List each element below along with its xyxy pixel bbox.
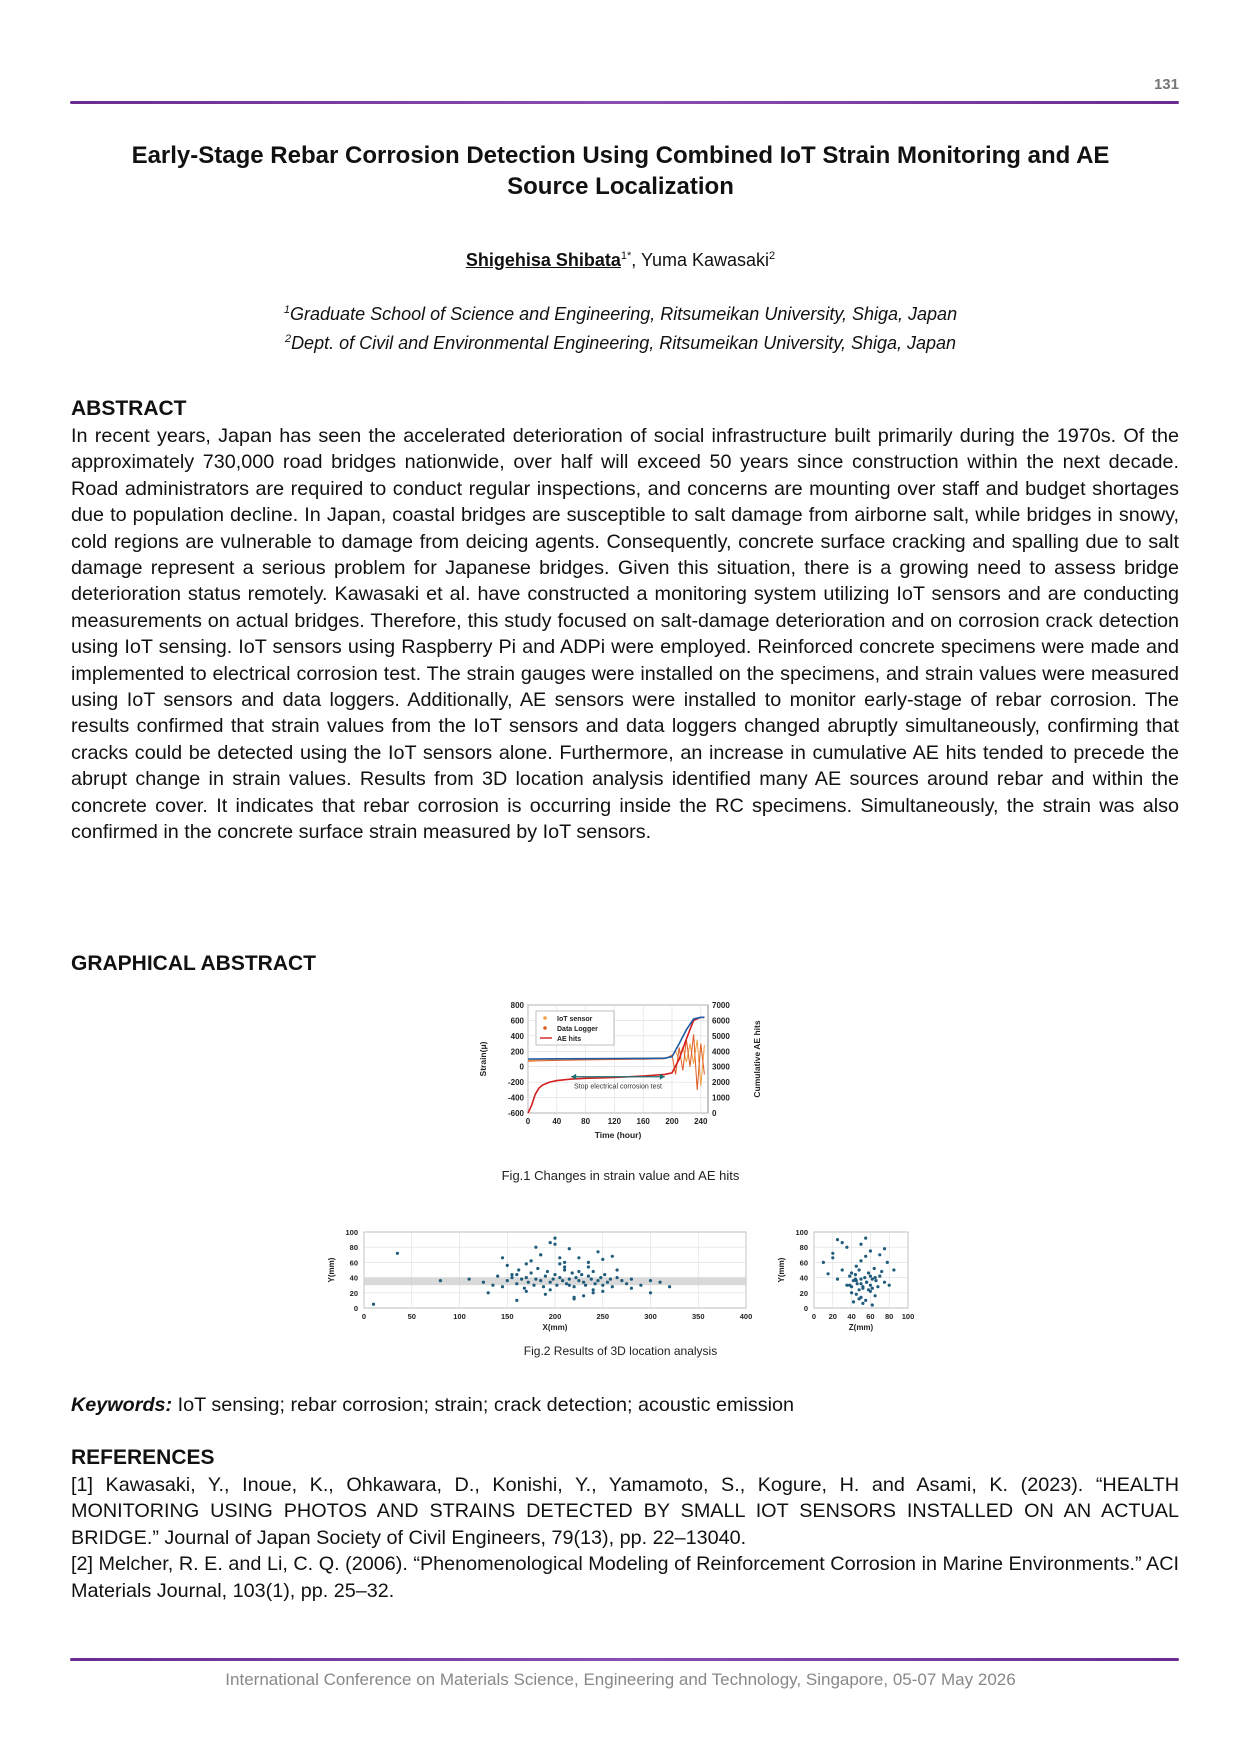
lead-author-affil: 1* xyxy=(620,250,632,262)
fig2-xy-point xyxy=(601,1258,604,1261)
fig2-zy-point xyxy=(864,1299,867,1302)
fig2-xy-point xyxy=(587,1261,590,1264)
affiliation-1 xyxy=(0,298,1241,327)
fig2-zy-point xyxy=(874,1294,877,1297)
fig2-xy-x-tick-label: 200 xyxy=(548,1312,562,1321)
fig2-zy-y-tick-label: 80 xyxy=(799,1243,808,1253)
fig2-zy-y-tick-label: 100 xyxy=(795,1228,808,1237)
fig1-x-tick-label: 120 xyxy=(607,1117,622,1126)
fig2-xy-point xyxy=(525,1290,528,1293)
footer-text: International Conference on Materials Science, Engineering and Technology, Singapore, 05-07 May 2026 xyxy=(225,1670,1016,1689)
fig2-xy-point xyxy=(517,1268,520,1271)
fig2-xy-x-axis-label: X(mm) xyxy=(542,1323,568,1332)
fig2-xy-point xyxy=(530,1259,533,1262)
fig2-xy-point xyxy=(549,1281,552,1284)
fig2-xy-point xyxy=(534,1246,537,1249)
fig2-xy-x-tick-label: 50 xyxy=(407,1312,416,1321)
fig1-y2-tick-label: 4000 xyxy=(712,1047,730,1057)
fig1-y2-tick-label: 3000 xyxy=(712,1062,730,1072)
fig2-zy-point xyxy=(864,1237,867,1240)
figure-2 xyxy=(318,1220,918,1345)
fig1-y2-tick-label: 1000 xyxy=(712,1093,730,1103)
affiliation-1-text: Graduate School of Science and Engineering, Ritsumeikan University, Shiga, Japan xyxy=(290,304,958,324)
fig2-xy-point xyxy=(520,1278,523,1281)
fig2-zy-y-tick-label: 0 xyxy=(803,1304,808,1313)
fig1-y-tick-label: 600 xyxy=(510,1016,524,1026)
figure-1-caption: Fig.1 Changes in strain value and AE hits xyxy=(501,1168,740,1183)
references-heading: REFERENCES xyxy=(71,1446,215,1469)
affiliation-2 xyxy=(0,327,1241,356)
fig2-xy-point xyxy=(482,1281,485,1284)
fig2-zy-point xyxy=(858,1268,861,1271)
fig1-legend-marker-0 xyxy=(543,1016,547,1020)
fig2-xy-point xyxy=(501,1285,504,1288)
fig2-zy-point xyxy=(865,1281,868,1284)
fig2-zy-point xyxy=(871,1303,874,1306)
fig2-xy-point xyxy=(546,1270,549,1273)
fig2-xy-point xyxy=(587,1265,590,1268)
fig2-zy-point xyxy=(848,1284,851,1287)
fig2-zy-point xyxy=(845,1284,848,1287)
fig2-zy-point xyxy=(836,1278,839,1281)
page-number: 131 xyxy=(1153,76,1179,93)
fig2-zy-point xyxy=(867,1271,870,1274)
fig2-zy-point xyxy=(873,1267,876,1270)
abstract-heading: ABSTRACT xyxy=(71,397,187,420)
fig2-zy-point xyxy=(863,1276,866,1279)
fig2-zy-point xyxy=(874,1279,877,1282)
fig2-zy-y-axis-label: Y(mm) xyxy=(777,1257,786,1283)
fig2-xy-point xyxy=(553,1273,556,1276)
fig2-xy-y-axis-label: Y(mm) xyxy=(327,1257,336,1283)
figure-2-caption: Fig.2 Results of 3D location analysis xyxy=(523,1344,718,1358)
fig2-xy-point xyxy=(596,1279,599,1282)
fig2-xy-point xyxy=(544,1293,547,1296)
fig2-zy-point xyxy=(883,1247,886,1250)
figure-1 xyxy=(470,995,770,1165)
fig2-xy-point xyxy=(592,1270,595,1273)
header-rule xyxy=(70,101,1179,104)
fig2-xy-point xyxy=(577,1256,580,1259)
fig2-xy-y-tick-label: 60 xyxy=(349,1258,358,1268)
fig2-zy-point xyxy=(861,1302,864,1305)
fig1-x-axis-label: Time (hour) xyxy=(594,1130,642,1140)
fig2-zy-point xyxy=(880,1270,883,1273)
fig2-xy-point xyxy=(601,1284,604,1287)
fig1-y-tick-label: 0 xyxy=(519,1062,524,1072)
fig2-zy-point xyxy=(878,1253,881,1256)
fig1-x-tick-label: 240 xyxy=(694,1117,708,1126)
fig1-y-tick-label: 400 xyxy=(510,1031,524,1041)
affiliation-2-text: Dept. of Civil and Environmental Engineering, Ritsumeikan University, Shiga, Japan xyxy=(291,333,957,353)
fig2-xy-rebar-band xyxy=(364,1278,746,1286)
fig2-zy-x-axis-label: Z(mm) xyxy=(848,1323,874,1332)
fig2-zy-x-tick-label: 0 xyxy=(811,1312,817,1321)
fig2-xy-point xyxy=(649,1279,652,1282)
fig2-xy-point xyxy=(630,1278,633,1281)
fig1-x-tick-label: 160 xyxy=(636,1117,650,1126)
keywords-line xyxy=(71,1394,794,1417)
fig2-zy-point xyxy=(822,1261,825,1264)
fig2-zy-x-tick-label: 40 xyxy=(847,1312,856,1321)
fig2-xy-point xyxy=(539,1253,542,1256)
fig2-xy-point xyxy=(515,1282,518,1285)
fig2-zy-point xyxy=(869,1275,872,1278)
author-separator: , xyxy=(631,250,641,270)
affiliations xyxy=(0,298,1241,356)
graphical-abstract-heading: GRAPHICAL ABSTRACT xyxy=(71,952,316,975)
fig2-zy-x-tick-label: 100 xyxy=(901,1312,915,1321)
fig2-xy-point xyxy=(649,1291,652,1294)
fig1-annotation-text: Stop electrical corrosion test xyxy=(574,1083,662,1091)
lead-author: Shigehisa Shibata xyxy=(465,250,621,270)
fig2-zy-point xyxy=(859,1278,862,1281)
fig2-zy-point xyxy=(869,1284,872,1287)
fig2-xy-point xyxy=(544,1275,547,1278)
fig2-xy-point xyxy=(491,1284,494,1287)
fig2-xy-point xyxy=(620,1279,623,1282)
fig2-xy-point xyxy=(532,1284,535,1287)
fig2-xy-y-tick-label: 80 xyxy=(349,1243,358,1253)
fig2-location-charts xyxy=(318,1220,918,1340)
fig2-zy-point xyxy=(854,1278,857,1281)
fig2-zy-x-tick-label: 80 xyxy=(885,1312,894,1321)
fig2-zy-point xyxy=(831,1256,834,1259)
keywords-label: Keywords: xyxy=(71,1394,173,1416)
fig2-zy-y-tick-label: 60 xyxy=(799,1258,808,1268)
fig2-zy-point xyxy=(861,1285,864,1288)
keywords-text: IoT sensing; rebar corrosion; strain; crack detection; acoustic emission xyxy=(172,1394,795,1416)
fig2-xy-point xyxy=(582,1281,585,1284)
fig2-xy-point xyxy=(501,1256,504,1259)
fig2-zy-point xyxy=(871,1287,874,1290)
fig2-xy-point xyxy=(592,1291,595,1294)
fig1-legend-label-0: IoT sensor xyxy=(557,1016,593,1023)
fig2-xy-point xyxy=(510,1273,513,1276)
fig2-xy-point xyxy=(534,1278,537,1281)
fig1-legend-label-1: Data Logger xyxy=(557,1026,598,1033)
fig2-xy-point xyxy=(594,1282,597,1285)
fig1-y2-tick-label: 7000 xyxy=(712,1001,730,1010)
fig2-xy-point xyxy=(577,1279,580,1282)
fig2-xy-point xyxy=(565,1282,568,1285)
fig2-xy-point xyxy=(525,1276,528,1279)
fig2-xy-point xyxy=(601,1290,604,1293)
fig2-xy-point xyxy=(553,1243,556,1246)
fig2-xy-point xyxy=(616,1276,619,1279)
fig2-xy-point xyxy=(372,1303,375,1306)
fig2-zy-point xyxy=(827,1272,830,1275)
fig2-xy-point xyxy=(568,1284,571,1287)
fig1-y-tick-label: 800 xyxy=(510,1001,524,1010)
fig2-zy-point xyxy=(854,1273,857,1276)
fig2-xy-point xyxy=(515,1299,518,1302)
fig2-zy-point xyxy=(871,1278,874,1281)
fig2-zy-point xyxy=(841,1241,844,1244)
fig2-xy-point xyxy=(599,1276,602,1279)
fig2-zy-point xyxy=(845,1246,848,1249)
fig2-zy-point xyxy=(856,1282,859,1285)
fig2-xy-point xyxy=(555,1284,558,1287)
fig2-xy-point xyxy=(639,1284,642,1287)
fig1-y2-axis-label: Cumulative AE hits xyxy=(752,1020,762,1098)
fig2-xy-point xyxy=(558,1262,561,1265)
fig2-xy-point xyxy=(568,1247,571,1250)
fig2-xy-y-tick-label: 20 xyxy=(349,1288,358,1298)
fig2-xy-point xyxy=(523,1287,526,1290)
fig2-xy-y-tick-label: 40 xyxy=(349,1273,358,1283)
fig2-xy-point xyxy=(563,1268,566,1271)
fig1-y2-tick-label: 5000 xyxy=(712,1031,730,1041)
fig2-xy-point xyxy=(530,1271,533,1274)
fig2-xy-point xyxy=(580,1273,583,1276)
fig2-zy-point xyxy=(876,1285,879,1288)
fig2-xy-point xyxy=(573,1285,576,1288)
fig2-xy-point xyxy=(587,1275,590,1278)
fig2-xy-point xyxy=(558,1256,561,1259)
fig1-y-tick-label: -600 xyxy=(507,1109,524,1118)
fig1-y-axis-label: Strain(μ) xyxy=(478,1041,488,1077)
fig1-y-tick-label: -200 xyxy=(507,1078,524,1088)
fig2-xy-x-tick-label: 300 xyxy=(644,1312,657,1321)
fig2-xy-point xyxy=(630,1287,633,1290)
fig2-xy-x-tick-label: 0 xyxy=(361,1312,367,1321)
fig1-x-tick-label: 200 xyxy=(665,1117,679,1126)
fig2-xy-y-tick-label: 100 xyxy=(345,1228,358,1237)
fig2-xy-point xyxy=(596,1250,599,1253)
fig2-xy-point xyxy=(561,1279,564,1282)
fig2-xy-point xyxy=(603,1273,606,1276)
fig2-xy-point xyxy=(571,1271,574,1274)
fig2-zy-point xyxy=(864,1255,867,1258)
fig1-x-tick-label: 80 xyxy=(581,1117,591,1126)
affiliation-1-sup: 1 xyxy=(283,304,291,316)
fig2-xy-point xyxy=(468,1278,471,1281)
fig2-xy-point xyxy=(609,1278,612,1281)
fig2-zy-point xyxy=(858,1288,861,1291)
author-line xyxy=(0,250,1241,271)
fig2-xy-point xyxy=(577,1270,580,1273)
fig1-y2-tick-label: 0 xyxy=(712,1109,717,1118)
fig2-xy-point xyxy=(616,1268,619,1271)
fig2-xy-point xyxy=(574,1276,577,1279)
fig1-y-tick-label: -400 xyxy=(507,1093,524,1103)
fig2-zy-point xyxy=(859,1259,862,1262)
fig2-zy-point xyxy=(841,1268,844,1271)
fig2-zy-point xyxy=(852,1300,855,1303)
fig2-xy-point xyxy=(590,1278,593,1281)
fig2-zy-point xyxy=(850,1291,853,1294)
fig2-xy-point xyxy=(584,1284,587,1287)
fig2-xy-point xyxy=(553,1237,556,1240)
fig2-zy-point xyxy=(888,1284,891,1287)
abstract-body: In recent years, Japan has seen the accelerated deterioration of social infrastructure built primarily during the 1970s. Of the approximately 730,000 road bridges nationwide, over half will exceed 50 years since construction within the next decade. Road administrators are required to conduct regular inspections, and concerns are mounting over staff and budget shortages due to population decline. In Japan, coastal bridges are susceptible to salt damage from airborne salt, while bridges in snowy, cold regions are vulnerable to damage from deicing agents. Consequently, concrete surface cracking and spalling due to salt damage represent a serious problem for Japanese bridges. Given this situation, there is a growing need to assess bridge deterioration status remotely. Kawasaki et al. have constructed a monitoring system utilizing IoT sensors and are conducting measurements on actual bridges. Therefore, this study focused on salt-damage deterioration and on corrosion crack detection using IoT sensing. IoT sensors using Raspberry Pi and ADPi were employed. Reinforced concrete specimens were made and implemented to electrical corrosion test. The strain gauges were installed on the specimens, and strain values were measured using IoT sensors and data loggers. Additionally, AE sensors were installed to monitor early-stage of rebar corrosion. The results confirmed that strain values from the IoT sensors and data loggers changed abruptly simultaneously, confirming that cracks could be detected using the IoT sensors alone. Furthermore, an increase in cumulative AE hits tended to precede the abrupt change in strain values. Results from 3D location analysis identified many AE sources around rebar and within the concrete cover. It indicates that rebar corrosion is occurring inside the RC specimens. Simultaneously, the strain was also confirmed in the concrete surface strain measured by IoT sensors. xyxy=(71,425,1179,844)
fig1-x-tick-label: 40 xyxy=(552,1117,562,1126)
fig2-zy-point xyxy=(869,1249,872,1252)
fig2-xy-point xyxy=(506,1264,509,1267)
fig2-zy-point xyxy=(855,1265,858,1268)
fig1-y2-tick-label: 6000 xyxy=(712,1016,730,1026)
fig2-xy-x-tick-label: 350 xyxy=(691,1312,705,1321)
fig2-xy-point xyxy=(506,1279,509,1282)
fig2-xy-x-tick-label: 100 xyxy=(453,1312,466,1321)
fig2-xy-point xyxy=(611,1285,614,1288)
fig2-zy-x-tick-label: 60 xyxy=(866,1312,875,1321)
fig2-zy-point xyxy=(836,1238,839,1241)
fig2-zy-point xyxy=(886,1261,889,1264)
fig2-xy-x-tick-label: 150 xyxy=(500,1312,514,1321)
paper-title: Early-Stage Rebar Corrosion Detection Using Combined IoT Strain Monitoring and AE Source Localization xyxy=(131,142,1110,200)
fig2-zy-point xyxy=(859,1282,862,1285)
fig2-xy-point xyxy=(558,1276,561,1279)
fig1-y2-tick-label: 2000 xyxy=(712,1078,730,1088)
fig2-zy-point xyxy=(892,1268,895,1271)
fig2-xy-point xyxy=(527,1281,530,1284)
footer-rule xyxy=(70,1658,1179,1661)
fig2-zy-point xyxy=(831,1252,834,1255)
fig2-zy-point xyxy=(855,1293,858,1296)
fig1-strain-ae-chart xyxy=(470,995,770,1160)
fig2-xy-point xyxy=(659,1281,662,1284)
fig2-xy-x-tick-label: 250 xyxy=(596,1312,610,1321)
fig2-xy-point xyxy=(396,1252,399,1255)
fig2-xy-point xyxy=(668,1285,671,1288)
fig2-xy-x-tick-label: 400 xyxy=(739,1312,753,1321)
references-list xyxy=(71,1472,1179,1604)
affiliation-2-sup: 2 xyxy=(284,333,292,345)
fig2-zy-point xyxy=(858,1297,861,1300)
fig1-x-tick-label: 0 xyxy=(525,1117,531,1126)
fig2-zy-y-tick-label: 40 xyxy=(799,1273,808,1283)
fig2-zy-point xyxy=(867,1288,870,1291)
fig2-xy-y-tick-label: 0 xyxy=(353,1304,358,1313)
fig2-xy-point xyxy=(582,1294,585,1297)
fig2-zy-x-tick-label: 20 xyxy=(828,1312,837,1321)
second-author-affil: 2 xyxy=(769,250,776,262)
fig2-xy-point xyxy=(592,1288,595,1291)
fig2-xy-point xyxy=(563,1261,566,1264)
fig2-xy-point xyxy=(625,1282,628,1285)
fig2-zy-y-tick-label: 20 xyxy=(799,1288,808,1298)
fig2-xy-point xyxy=(487,1291,490,1294)
second-author: Yuma Kawasaki xyxy=(640,250,770,270)
fig2-xy-point xyxy=(496,1275,499,1278)
fig2-zy-point xyxy=(878,1275,881,1278)
fig2-zy-point xyxy=(859,1243,862,1246)
fig2-xy-point xyxy=(539,1279,542,1282)
fig2-xy-point xyxy=(439,1279,442,1282)
fig1-legend-marker-1 xyxy=(543,1026,547,1030)
fig2-xy-point xyxy=(542,1285,545,1288)
fig2-zy-point xyxy=(874,1276,877,1279)
reference-1: [1] Kawasaki, Y., Inoue, K., Ohkawara, D., Konishi, Y., Yamamoto, S., Kogure, H. and Asami, K. (2023). “HEALTH MONITORING USING PHOTOS AND STRAINS DETECTED BY SMALL IOT SENSORS INSTALLED ON AN ACTUAL BRIDGE.” Journal of Japan Society of Civil Engineers, 79(13), pp. 22–13040. xyxy=(71,1474,1179,1549)
fig2-xy-point xyxy=(552,1278,555,1281)
fig2-xy-point xyxy=(510,1276,513,1279)
fig2-xy-point xyxy=(611,1255,614,1258)
reference-2: [2] Melcher, R. E. and Li, C. Q. (2006). “Phenomenological Modeling of Reinforcement Corrosion in Marine Environments.” ACI Materials Journal, 103(1), pp. 25–32. xyxy=(71,1553,1179,1602)
fig2-zy-point xyxy=(883,1281,886,1284)
fig2-xy-point xyxy=(573,1296,576,1299)
fig2-xy-point xyxy=(606,1281,609,1284)
fig2-xy-point xyxy=(536,1267,539,1270)
fig2-xy-point xyxy=(525,1262,528,1265)
fig2-xy-point xyxy=(515,1273,518,1276)
fig1-y-tick-label: 200 xyxy=(510,1047,524,1057)
fig2-xy-point xyxy=(549,1241,552,1244)
fig2-xy-point xyxy=(563,1265,566,1268)
fig2-zy-point xyxy=(850,1271,853,1274)
fig2-xy-point xyxy=(549,1288,552,1291)
fig1-legend-label-2: AE hits xyxy=(557,1036,582,1043)
fig2-zy-point xyxy=(848,1275,851,1278)
fig2-xy-point xyxy=(568,1278,571,1281)
